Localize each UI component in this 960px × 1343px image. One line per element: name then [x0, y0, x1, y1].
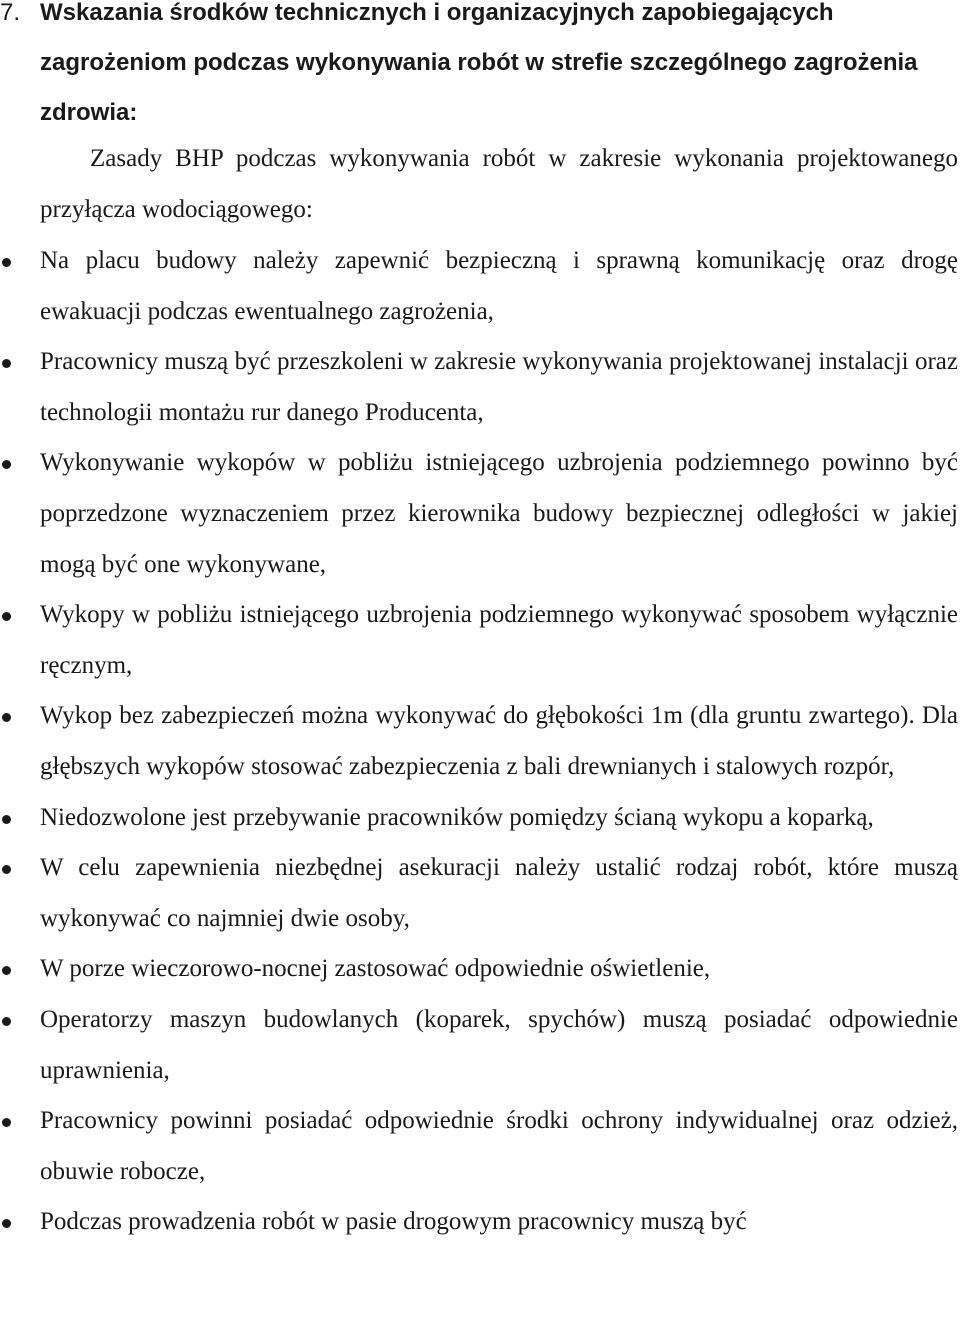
list-item-text: Na placu budowy należy zapewnić bezpieczną i sprawną komunikację oraz drogę ewakuacji podczas ewentualnego zagrożenia,: [40, 247, 958, 325]
bullet-icon: [2, 713, 11, 722]
list-item: [0, 337, 958, 438]
intro-paragraph: Zasady BHP podczas wykonywania robót w zakresie wykonania projektowanego przyłącza wodociągowego:: [40, 145, 958, 223]
list-item: [0, 995, 958, 1096]
bullet-icon: [2, 815, 11, 824]
list-item-text: W celu zapewnienia niezbędnej asekuracji należy ustalić rodzaj robót, które muszą wykonywać co najmniej dwie osoby,: [40, 854, 958, 932]
list-item-text: W porze wieczorowo-nocnej zastosować odpowiednie oświetlenie,: [40, 955, 711, 983]
bullet-icon: [2, 1017, 11, 1026]
list-item-text: Wykopy w pobliżu istniejącego uzbrojenia podziemnego wykonywać sposobem wyłącznie ręcznym,: [40, 601, 958, 679]
list-item-text: Operatorzy maszyn budowlanych (koparek, spychów) muszą posiadać odpowiednie uprawnienia,: [40, 1005, 958, 1084]
list-item: [0, 1096, 958, 1197]
bullet-icon: [2, 460, 11, 469]
list-item: [0, 793, 958, 844]
bullet-icon: [2, 258, 11, 267]
list-item-text: Pracownicy powinni posiadać odpowiednie środki ochrony indywidualnej oraz odzież, obuwie robocze,: [40, 1107, 958, 1185]
list-item: [0, 1197, 958, 1248]
bullet-icon: [2, 1118, 11, 1127]
list-item: [0, 691, 958, 792]
list-item-text: Pracownicy muszą być przeszkoleni w zakresie wykonywania projektowanej instalacji oraz technologii montażu rur danego Producenta,: [40, 348, 958, 426]
bullet-icon: [2, 359, 11, 368]
bullet-icon: [2, 612, 11, 621]
bullet-icon: [2, 865, 11, 874]
bullet-icon: [2, 966, 11, 975]
list-item: [0, 438, 958, 590]
list-item: [0, 843, 958, 944]
list-item-text: Wykonywanie wykopów w pobliżu istniejącego uzbrojenia podziemnego powinno być poprzedzone wyznaczeniem przez kierownika budowy bezpiecznej odległości w jakiej mogą być one wykonywane,: [40, 449, 958, 578]
list-item: [0, 944, 958, 995]
list-item-text: Wykop bez zabezpieczeń można wykonywać do głębokości 1m (dla gruntu zwartego). Dla głębszych wykopów stosować zabezpieczenia z bali drewnianych i stalowych rozpór,: [40, 702, 958, 780]
list-item: [0, 236, 958, 337]
bullet-icon: [2, 1219, 11, 1228]
section-heading: [0, 0, 950, 138]
list-item: [0, 590, 958, 691]
list-item-text: Podczas prowadzenia robót w pasie drogowym pracownicy muszą być: [40, 1208, 747, 1236]
section-title: Wskazania środków technicznych i organizacyjnych zapobiegających zagrożeniom podczas wykonywania robót w strefie szczególnego zagrożenia zdrowia:: [40, 0, 918, 126]
bullet-list: [0, 236, 958, 1248]
list-item-text: Niedozwolone jest przebywanie pracowników pomiędzy ścianą wykopu a koparką,: [40, 803, 874, 831]
section-number: 7.: [0, 0, 21, 26]
